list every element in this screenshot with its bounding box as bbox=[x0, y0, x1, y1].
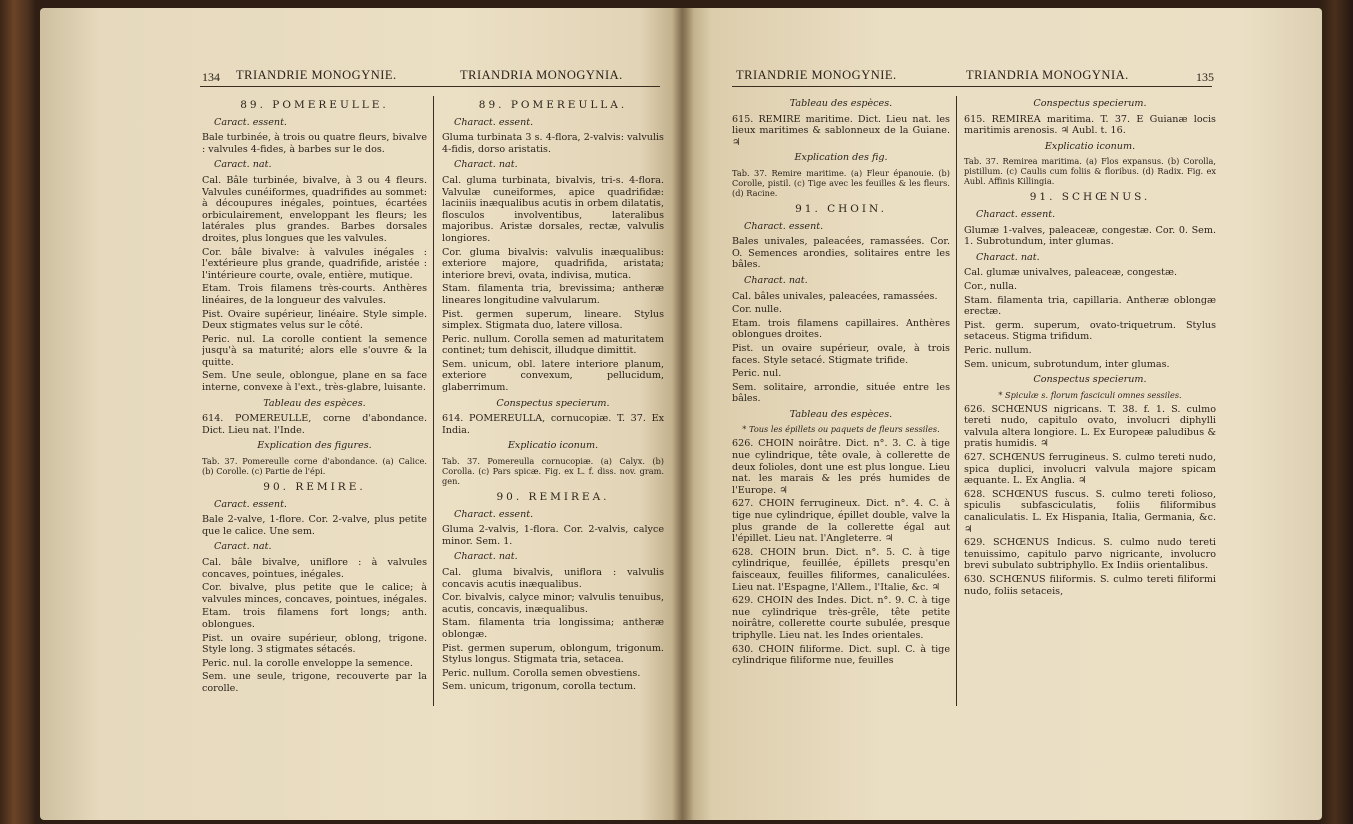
paragraph: Cor. nulle. bbox=[732, 304, 782, 316]
paragraph: Cor. gluma bivalvis: valvulis inæqualibus: exteriore majore, quadrifida, aristata; interiore brevi, ovata, indivisa, mutica. bbox=[442, 246, 664, 281]
paragraph: Sem. unicum, obl. latere interiore planum, exteriore convexum, pellucidum, glaberrimum. bbox=[442, 358, 664, 394]
section-heading: Caract. nat. bbox=[214, 159, 272, 171]
running-header-latin: TRIANDRIA MONOGYNIA. bbox=[460, 68, 623, 82]
genus-title: 89. POMEREULLA. bbox=[478, 99, 628, 111]
paragraph: Etam. trois filamens fort longs; anth. oblongues. bbox=[202, 607, 427, 630]
species-entry: 629. CHOIN des Indes. Dict. n°. 9. C. à tige nue cylindrique très-grêle, tête petite noirâtre, collerette courte subulée, presque triphylle. Lieu nat. les Indes orientales. bbox=[732, 595, 950, 641]
paragraph: Etam. Trois filamens très-courts. Anthères linéaires, de la longueur des valvules. bbox=[202, 283, 427, 306]
paragraph: Sem. une seule, trigone, recouverte par la corolle. bbox=[202, 671, 427, 694]
figure-caption: Tab. 37. Pomereulla cornucopiæ. (a) Calyx. (b) Corolla. (c) Pars spicæ. Fig. ex L. f. diss. nov. gram. gen. bbox=[442, 456, 664, 487]
running-header-french: TRIANDRIE MONOGYNIE. bbox=[236, 68, 397, 82]
french-column bbox=[202, 94, 427, 820]
genus-title: 90. REMIRE. bbox=[263, 481, 366, 494]
paragraph: Bales univales, paleacées, ramassées. Cor. O. Semences arondies, solitaires entre les bâles. bbox=[732, 236, 950, 271]
paragraph: Pist. un ovaire supérieur, ovale, à trois faces. Style setacé. Stigmate trifide. bbox=[732, 342, 950, 366]
paragraph: Bale turbinée, à trois ou quatre fleurs, bivalve : valvules 4-fides, à barbes sur le dos. bbox=[202, 132, 427, 155]
figure-caption: Tab. 37. Remirea maritima. (a) Flos expansus. (b) Corolla, pistillum. (c) Caulis cum foliis & floribus. (d) Radix. Fig. ex Aubl. Affinis Killingia. bbox=[964, 156, 1216, 187]
figure-caption: Tab. 37. Pomereulle corne d'abondance. (a) Calice. (b) Corolle. (c) Partie de l'épi. bbox=[202, 456, 427, 477]
genus-title: 91. CHOIN. bbox=[795, 202, 887, 215]
section-heading: Charact. nat. bbox=[454, 159, 518, 171]
section-heading: Caract. essent. bbox=[214, 116, 287, 128]
species-entry: 630. CHOIN filiforme. Dict. supl. C. à tige cylindrique filiforme nue, feuilles bbox=[732, 643, 950, 667]
paragraph: Gluma turbinata 3 s. 4-flora, 2-valvis: valvulis 4-fidis, dorso aristatis. bbox=[442, 132, 664, 155]
column-rule bbox=[956, 96, 957, 706]
paragraph: Sem. solitaire, arrondie, située entre les bâles. bbox=[732, 381, 950, 405]
section-heading: Charact. essent. bbox=[454, 508, 534, 520]
section-heading: Charact. nat. bbox=[744, 274, 808, 286]
section-heading: Charact. essent. bbox=[744, 220, 824, 232]
paragraph: Peric. nullum. Corolla semen obvestiens. bbox=[442, 667, 641, 679]
paragraph: Stam. filamenta tria, brevissima; antheræ lineares longitudine valvularum. bbox=[442, 283, 664, 306]
right-page bbox=[682, 8, 1322, 820]
french-column bbox=[732, 94, 950, 820]
paragraph: Cal. Bâle turbinée, bivalve, à 3 ou 4 fleurs. Valvules cunéiformes, quadrifides au sommet: à découpures inégales, pointues, écartées orbiculairement, enveloppant les fleurs; les latérales plus grandes. Barbes dorsales droites, plus longues que les valvules. bbox=[202, 174, 427, 244]
species-entry: 626. CHOIN noirâtre. Dict. n°. 3. C. à tige nue cylindrique, tête ovale, à collerette de deux folioles, dont une est plus longue. Lieu nat. les marais & les prés humides de l'Europe. ♃ bbox=[732, 438, 950, 496]
species-entry: 627. SCHŒNUS ferrugineus. S. culmo tereti nudo, spica duplici, involucri valvula majore spicam æquante. L. Ex Anglia. ♃ bbox=[964, 452, 1216, 487]
column-rule bbox=[433, 96, 434, 706]
paragraph: Peric. nullum. bbox=[964, 344, 1032, 356]
section-heading: Caract. nat. bbox=[214, 541, 272, 553]
paragraph: Cal. gluma bivalvis, uniflora : valvulis concavis acutis inæqualibus. bbox=[442, 567, 664, 590]
paragraph: Stam. filamenta tria, capillaria. Antheræ oblongæ erectæ. bbox=[964, 294, 1216, 318]
latin-column bbox=[442, 94, 664, 820]
section-heading: Explication des figures. bbox=[257, 440, 372, 452]
species-entry: 615. REMIRE maritime. Dict. Lieu nat. les lieux maritimes & sablonneux de la Guiane. ♃ bbox=[732, 113, 950, 148]
subsection-note: * Spiculæ s. florum fasciculi omnes sessiles. bbox=[998, 389, 1182, 400]
species-entry: 614. POMEREULLE, corne d'abondance. Dict. Lieu nat. l'Inde. bbox=[202, 413, 427, 436]
section-heading: Charact. nat. bbox=[976, 251, 1040, 263]
species-entry: 614. POMEREULLA, cornucopiæ. T. 37. Ex India. bbox=[442, 413, 664, 436]
species-entry: 630. SCHŒNUS filiformis. S. culmo tereti filiformi nudo, foliis setaceis, bbox=[964, 574, 1216, 597]
section-heading: Charact. essent. bbox=[454, 116, 534, 128]
species-entry: 626. SCHŒNUS nigricans. T. 38. f. 1. S. culmo tereti nudo, capitulo ovato, involucri diphylli valvula altera longiore. L. Ex Europeæ paludibus & pratis humidis. ♃ bbox=[964, 403, 1216, 450]
section-heading: Charact. nat. bbox=[454, 551, 518, 563]
paragraph: Cor. bivalve, plus petite que le calice; à valvules minces, concaves, pointues, inégales. bbox=[202, 582, 427, 605]
page-number: 134 bbox=[202, 70, 220, 84]
genus-title: 90. REMIREA. bbox=[496, 491, 610, 504]
species-entry: 628. CHOIN brun. Dict. n°. 5. C. à tige cylindrique, feuillée, épillets presqu'en faisceaux, feuilles filiformes, canaliculées. Lieu nat. l'Espagne, l'Allem., l'Italie, &c. ♃ bbox=[732, 546, 950, 593]
header-rule bbox=[200, 86, 660, 87]
paragraph: Cal. glumæ univalves, paleaceæ, congestæ. bbox=[964, 267, 1178, 279]
section-heading: Conspectus specierum. bbox=[496, 397, 610, 409]
section-heading: Caract. essent. bbox=[214, 498, 287, 510]
running-header-french: TRIANDRIE MONOGYNIE. bbox=[736, 68, 897, 82]
paragraph: Pist. germen superum, lineare. Stylus simplex. Stigmata duo, latere villosa. bbox=[442, 308, 664, 332]
species-entry: 629. SCHŒNUS Indicus. S. culmo nudo tereti tenuissimo, capitulo parvo nigricante, involucro brevi subulato subtriphyllo. Ex Indiis orientalibus. bbox=[964, 537, 1216, 572]
paragraph: Pist. un ovaire supérieur, oblong, trigone. Style long. 3 stigmates sétacés. bbox=[202, 632, 427, 656]
paragraph: Sem. Une seule, oblongue, plane en sa face interne, convexe à l'ext., très-glabre, luisante. bbox=[202, 370, 427, 394]
species-entry: 627. CHOIN ferrugineux. Dict. n°. 4. C. à tige nue cylindrique, épillet double, valve la plus grande de la collerette égal aut l'épillet. Lieu nat. l'Angleterre. ♃ bbox=[732, 498, 950, 545]
paragraph: Peric. nul. la corolle enveloppe la semence. bbox=[202, 657, 413, 669]
paragraph: Peric. nul. bbox=[732, 368, 782, 380]
page-number: 135 bbox=[1196, 70, 1214, 84]
genus-title: 89. POMEREULLE. bbox=[240, 99, 389, 111]
section-heading: Conspectus specierum. bbox=[1033, 374, 1147, 386]
section-heading: Explicatio iconum. bbox=[1044, 140, 1136, 152]
paragraph: Cor. bivalvis, calyce minor; valvulis tenuibus, acutis, concavis, inæqualibus. bbox=[442, 592, 664, 615]
paragraph: Bale 2-valve, 1-flore. Cor. 2-valve, plus petite que le calice. Une sem. bbox=[202, 514, 427, 537]
subsection-note: * Tous les épillets ou paquets de fleurs sessiles. bbox=[742, 424, 940, 435]
section-heading: Explication des fig. bbox=[794, 152, 888, 164]
header-rule bbox=[732, 86, 1212, 87]
left-page bbox=[40, 8, 682, 820]
section-heading: Explicatio iconum. bbox=[507, 440, 599, 452]
paragraph: Sem. unicum, subrotundum, inter glumas. bbox=[964, 358, 1170, 370]
paragraph: Pist. Ovaire supérieur, linéaire. Style simple. Deux stigmates velus sur le côté. bbox=[202, 308, 427, 332]
paragraph: Etam. trois filamens capillaires. Anthères oblongues droites. bbox=[732, 317, 950, 341]
paragraph: Stam. filamenta tria longissima; antheræ oblongæ. bbox=[442, 617, 664, 640]
latin-column bbox=[964, 94, 1216, 820]
species-entry: 628. SCHŒNUS fuscus. S. culmo tereti folioso, spiculis subfasciculatis, foliis filiformibus canaliculatis. L. Ex Hispania, Italia, Germania, &c. ♃ bbox=[964, 488, 1216, 535]
paragraph: Glumæ 1-valves, paleaceæ, congestæ. Cor. 0. Sem. 1. Subrotundum, inter glumas. bbox=[964, 224, 1216, 248]
species-entry: 615. REMIREA maritima. T. 37. E Guianæ locis maritimis arenosis. ♃ Aubl. t. 16. bbox=[964, 113, 1216, 137]
paragraph: Pist. germen superum, oblongum, trigonum. Stylus longus. Stigmata tria, setacea. bbox=[442, 642, 664, 666]
figure-caption: Tab. 37. Remire maritime. (a) Fleur épanouie. (b) Corolle, pistil. (c) Tige avec les feuilles & les fleurs. (d) Racine. bbox=[732, 167, 950, 198]
genus-title: 91. SCHŒNUS. bbox=[1029, 191, 1151, 204]
paragraph: Cal. bâle bivalve, uniflore : à valvules concaves, pointues, inégales. bbox=[202, 557, 427, 580]
running-header-latin: TRIANDRIA MONOGYNIA. bbox=[966, 68, 1129, 82]
paragraph: Peric. nullum. Corolla semen ad maturitatem continet; tum dehiscit, illudque dimittit. bbox=[442, 333, 664, 357]
paragraph: Cal. gluma turbinata, bivalvis, tri-s. 4-flora. Valvulæ cuneiformes, apice quadrifidæ: laciniis inæqualibus acutis in orbem dilatatis, flosculos involventibus, lateralibus majoribus. Aristæ dorsales, rectæ, valvulis longiores. bbox=[442, 174, 664, 244]
section-heading: Tableau des espèces. bbox=[263, 397, 366, 409]
paragraph: Cor. bâle bivalve: à valvules inégales : l'extérieure plus grande, quadrifide, aristée : l'intérieure courte, ovale, entière, mutique. bbox=[202, 246, 427, 281]
paragraph: Sem. unicum, trigonum, corolla tectum. bbox=[442, 681, 637, 693]
section-heading: Charact. essent. bbox=[976, 208, 1056, 220]
paragraph: Gluma 2-valvis, 1-flora. Cor. 2-valvis, calyce minor. Sem. 1. bbox=[442, 524, 664, 547]
paragraph: Pist. germ. superum, ovato-triquetrum. Stylus setaceus. Stigma trifidum. bbox=[964, 319, 1216, 343]
section-heading: Tableau des espèces. bbox=[789, 98, 893, 109]
paragraph: Peric. nul. La corolle contient la semence jusqu'à sa maturité; alors elle s'ouvre & la quitte. bbox=[202, 333, 427, 368]
paragraph: Cor., nulla. bbox=[964, 280, 1018, 292]
paragraph: Cal. bâles univales, paleacées, ramassées. bbox=[732, 290, 938, 302]
section-heading: Conspectus specierum. bbox=[1033, 98, 1147, 109]
section-heading: Tableau des espèces. bbox=[789, 408, 893, 420]
